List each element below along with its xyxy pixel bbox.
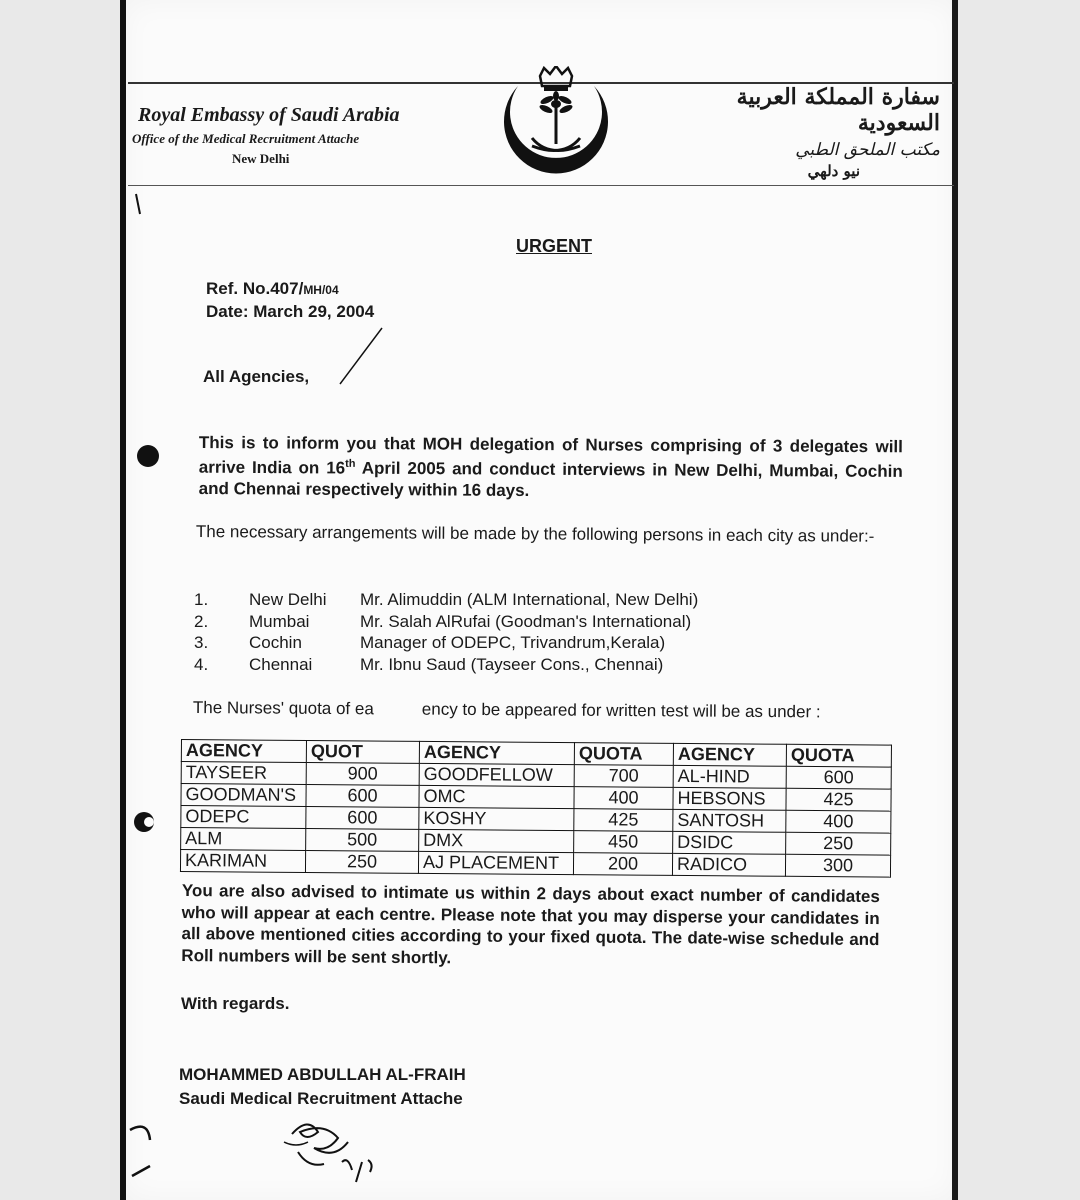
agency-cell: RADICO	[672, 853, 785, 876]
embassy-name: Royal Embassy of Saudi Arabia	[138, 104, 400, 126]
agency-cell: HEBSONS	[673, 787, 786, 810]
column-header: QUOTA	[574, 743, 673, 766]
column-header: AGENCY	[419, 741, 574, 764]
agency-cell: GOODMAN'S	[181, 784, 306, 807]
column-header: QUOT	[306, 740, 419, 763]
urgent-heading: URGENT	[516, 236, 592, 256]
quota-intro: The Nurses' quota of ea ency to be appeared for written test will be as under :	[192, 698, 821, 722]
quota-cell: 600	[306, 784, 419, 807]
agency-cell: TAYSEER	[181, 762, 306, 785]
agency-cell: GOODFELLOW	[419, 763, 574, 786]
column-header: QUOTA	[786, 744, 891, 767]
quota-cell: 600	[786, 766, 891, 789]
quota-cell: 700	[574, 765, 673, 788]
agency-cell: KARIMAN	[180, 850, 305, 873]
quota-cell: 500	[306, 828, 419, 851]
quota-cell: 250	[305, 850, 418, 873]
agency-cell: OMC	[419, 785, 574, 808]
advisory-paragraph: You are also advised to intimate us within 2 days about exact number of candidates who will appear at each centre. Please note that you may disperse your candidates in all above mentioned cities according to your fixed quota. The date-wise schedule and Roll numbers will be sent shortly.	[181, 880, 880, 967]
agency-cell: DSIDC	[673, 831, 786, 854]
quota-cell: 400	[786, 810, 891, 833]
signatory-name: MOHAMMED ABDULLAH AL-FRAIH	[179, 1065, 466, 1084]
quota-cell: 450	[574, 831, 673, 854]
quota-cell: 300	[785, 854, 890, 877]
quota-cell: 900	[306, 762, 419, 785]
agency-cell: ODEPC	[181, 806, 306, 829]
agency-cell: AL-HIND	[673, 765, 786, 788]
signatory-title: Saudi Medical Recruitment Attache	[179, 1089, 463, 1108]
office-city: New Delhi	[232, 151, 290, 166]
intro-paragraph: This is to inform you that MOH delegation of Nurses comprising of 3 delegates will arrive India on 16th April 2005 and conduct interviews in New Delhi, Mumbai, Cochin and Chennai respectively within 16 days.	[198, 432, 903, 500]
arrangements-paragraph: The necessary arrangements will be made by the following persons in each city as under:-	[195, 522, 875, 546]
agency-cell: ALM	[181, 828, 306, 851]
reference-number: Ref. No.407/MH/04	[206, 279, 339, 298]
office-name-arabic: مكتب الملحق الطبي	[795, 140, 940, 160]
column-header: AGENCY	[673, 743, 786, 766]
embassy-name-arabic: سفارة المملكة العربية السعودية	[736, 84, 940, 136]
agency-cell: SANTOSH	[673, 809, 786, 832]
agency-cell: DMX	[419, 829, 574, 852]
office-city-arabic: نيو دلهي	[807, 162, 860, 180]
quota-cell: 200	[573, 853, 672, 876]
salutation: All Agencies,	[203, 367, 310, 386]
quota-cell: 250	[786, 832, 891, 855]
quota-cell: 425	[786, 788, 891, 811]
closing-line: With regards.	[181, 994, 290, 1013]
office-name: Office of the Medical Recruitment Attache	[132, 131, 360, 146]
quota-cell: 600	[306, 806, 419, 829]
quota-cell: 400	[574, 787, 673, 810]
letter-date: Date: March 29, 2004	[206, 302, 375, 321]
column-header: AGENCY	[181, 740, 306, 763]
agency-cell: KOSHY	[419, 807, 574, 830]
agency-cell: AJ PLACEMENT	[418, 851, 573, 874]
quota-cell: 425	[574, 809, 673, 832]
